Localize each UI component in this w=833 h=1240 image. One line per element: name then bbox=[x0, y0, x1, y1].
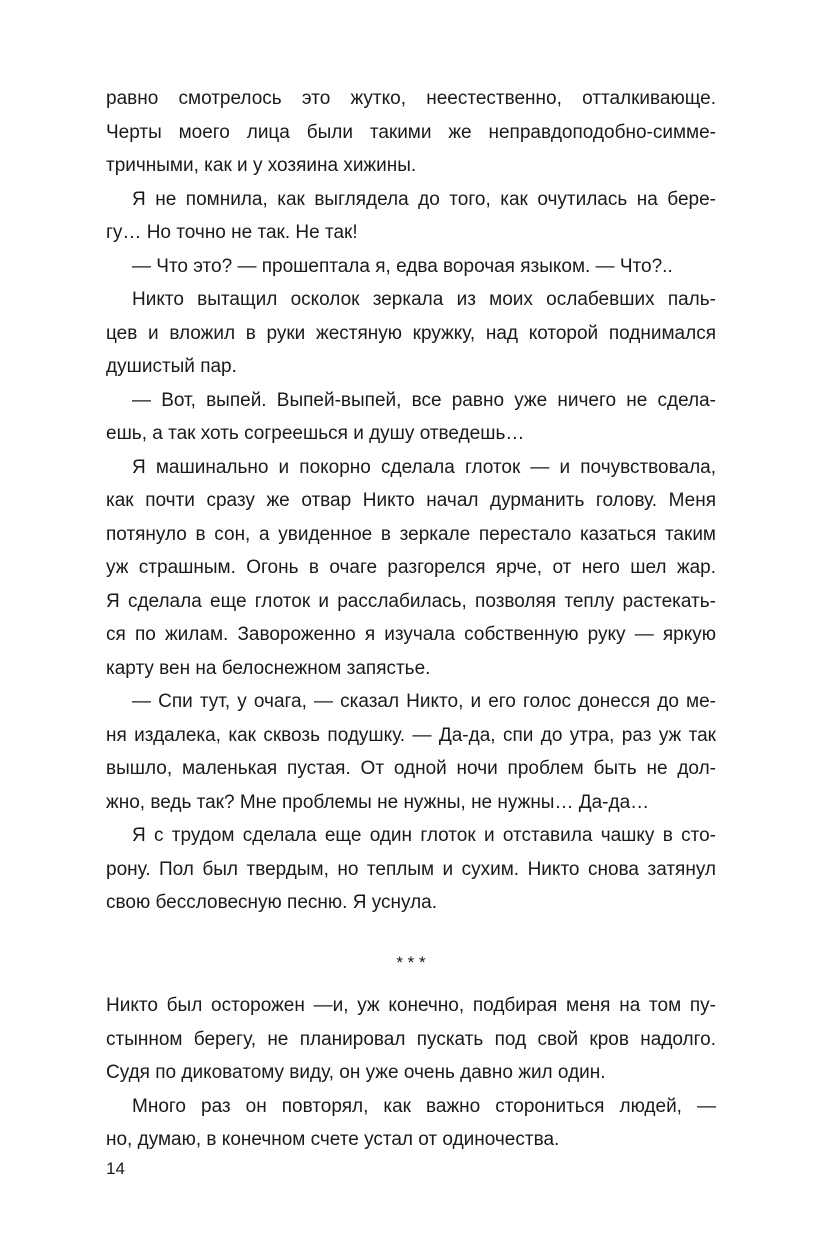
page-number: 14 bbox=[106, 1159, 125, 1178]
text-line: рону. Пол был твердым, но теплым и сухим. Никто снова затянул bbox=[106, 858, 716, 880]
text-line: как почти сразу же отвар Никто начал дурманить голову. Меня bbox=[106, 490, 716, 511]
text-line: Много раз он повторял, как важно сторониться людей, — bbox=[132, 1095, 716, 1117]
text-line: ешь, а так хоть согреешься и душу отведешь… bbox=[106, 423, 525, 444]
text-line: потянуло в сон, а увиденное в зеркале перестало казаться таким bbox=[106, 523, 716, 545]
text-line: Я машинально и покорно сделала глоток — и почувствовала, bbox=[132, 456, 716, 478]
text-line: жно, ведь так? Мне проблемы не нужны, не нужны… Да-да… bbox=[106, 791, 650, 813]
text-line: — Спи тут, у очага, — сказал Никто, и его голос донесся до ме- bbox=[132, 691, 716, 712]
text-line: карту вен на белоснежном запястье. bbox=[106, 657, 431, 679]
text-line: свою бессловесную песню. Я уснула. bbox=[106, 892, 437, 913]
text-line: равно смотрелось это жутко, неестественно, отталкивающе. bbox=[106, 88, 716, 109]
text-line: Я сделала еще глоток и расслабилась, позволяя теплу растекать- bbox=[106, 590, 716, 612]
book-page bbox=[106, 82, 716, 1157]
text-line: тричными, как и у хозяина хижины. bbox=[106, 155, 417, 176]
text-line: Я не помнила, как выглядела до того, как очутилась на бере- bbox=[132, 188, 716, 210]
text-line: Никто был осторожен —и, уж конечно, подбирая меня на том пу- bbox=[106, 995, 716, 1016]
text-line: — Вот, выпей. Выпей-выпей, все равно уже ничего не сдела- bbox=[132, 389, 716, 411]
text-line: Никто вытащил осколок зеркала из моих ослабевших паль- bbox=[132, 289, 716, 310]
text-line: ся по жилам. Завороженно я изучала собственную руку — яркую bbox=[106, 624, 716, 645]
text-line: цев и вложил в руки жестяную кружку, над которой поднимался bbox=[106, 322, 716, 344]
text-line: — Что это? — прошептала я, едва ворочая языком. — Что?.. bbox=[132, 255, 673, 277]
text-line: гу… Но точно не так. Не так! bbox=[106, 222, 358, 243]
text-line: вышло, маленькая пустая. От одной ночи проблем быть не дол- bbox=[106, 758, 716, 779]
text-line: стынном берегу, не планировал пускать под свой кров надолго. bbox=[106, 1028, 716, 1050]
text-line: Я с трудом сделала еще один глоток и отставила чашку в сто- bbox=[132, 825, 716, 846]
text-line: Черты моего лица были такими же неправдоподобно-симме- bbox=[106, 121, 716, 143]
text-line: душистый пар. bbox=[106, 356, 237, 377]
text-line: ня издалека, как сквозь подушку. — Да-да, спи до утра, раз уж так bbox=[106, 724, 716, 746]
text-line: но, думаю, в конечном счете устал от одиночества. bbox=[106, 1129, 560, 1150]
section-separator: * * * bbox=[396, 952, 426, 972]
text-line: уж страшным. Огонь в очаге разгорелся ярче, от него шел жар. bbox=[106, 557, 716, 578]
text-line: Судя по диковатому виду, он уже очень давно жил один. bbox=[106, 1062, 606, 1083]
